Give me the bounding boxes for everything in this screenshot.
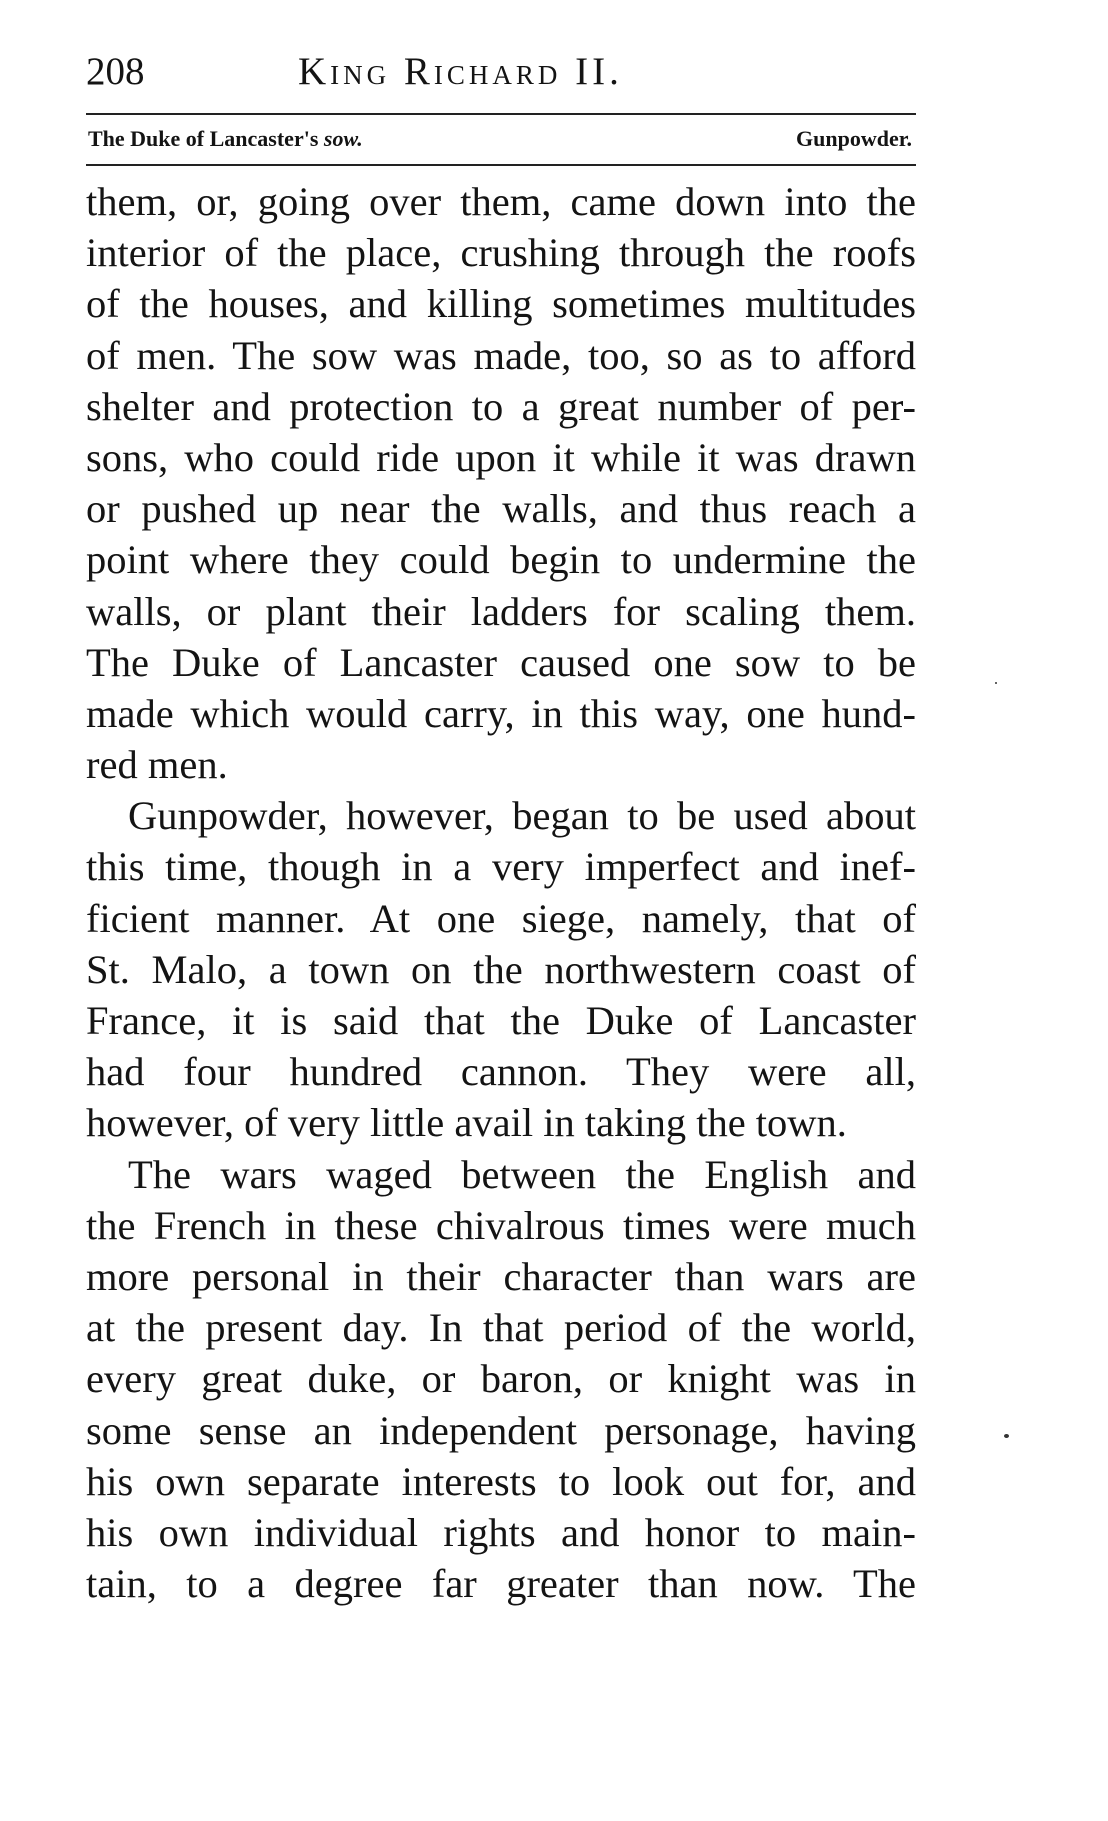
ink-speck	[1004, 1434, 1009, 1438]
text-line: more personal in their character than wars are	[86, 1253, 916, 1299]
page-number: 208	[86, 50, 145, 93]
text-line: red men.	[86, 742, 228, 788]
text-line: The wars waged between the English and	[128, 1151, 916, 1197]
text-line: walls, or plant their ladders for scaling them.	[86, 588, 916, 634]
body-text	[86, 176, 916, 1609]
text-line: this time, though in a very imperfect and inef-	[86, 844, 916, 890]
subhead-left-italic: sow.	[323, 126, 363, 151]
text-line: The Duke of Lancaster caused one sow to be	[86, 639, 916, 685]
header-rule-bottom	[86, 164, 916, 166]
text-line: of men. The sow was made, too, so as to afford	[86, 332, 916, 378]
text-line: of the houses, and killing sometimes multitudes	[86, 281, 916, 327]
running-head	[86, 44, 916, 100]
text-line: St. Malo, a town on the northwestern coast of	[86, 946, 916, 992]
text-line: sons, who could ride upon it while it was drawn	[86, 434, 916, 480]
text-line: his own individual rights and honor to main-	[86, 1509, 916, 1555]
text-line: them, or, going over them, came down into the	[86, 179, 916, 224]
text-line: the French in these chivalrous times were much	[86, 1202, 916, 1248]
page-subhead	[86, 118, 916, 160]
text-line: France, it is said that the Duke of Lancaster	[86, 998, 916, 1043]
text-line: or pushed up near the walls, and thus reach a	[86, 486, 916, 532]
text-line: interior of the place, crushing through the roofs	[86, 230, 916, 276]
subhead-right: Gunpowder.	[796, 126, 912, 151]
text-line: every great duke, or baron, or knight was in	[86, 1356, 916, 1402]
text-line: shelter and protection to a great number of per-	[86, 383, 916, 429]
text-line: however, of very little avail in taking the town.	[86, 1100, 847, 1146]
text-line: point where they could begin to undermine the	[86, 537, 916, 583]
text-line: Gunpowder, however, began to be used about	[128, 793, 916, 839]
subhead-left	[88, 118, 363, 160]
text-line: his own separate interests to look out for, and	[86, 1458, 916, 1504]
text-line: at the present day. In that period of the world,	[86, 1305, 916, 1351]
text-line: had four hundred cannon. They were all,	[86, 1049, 916, 1095]
running-title: King Richard II.	[298, 50, 623, 93]
header-rule-top	[86, 113, 916, 115]
ink-speck	[995, 682, 997, 684]
text-line: ficient manner. At one siege, namely, that of	[86, 895, 916, 941]
text-line: some sense an independent personage, having	[86, 1407, 916, 1453]
text-line: made which would carry, in this way, one hund-	[86, 690, 916, 736]
text-line: tain, to a degree far greater than now. The	[86, 1561, 916, 1607]
subhead-left-prefix: The Duke of Lancaster's	[88, 126, 324, 151]
